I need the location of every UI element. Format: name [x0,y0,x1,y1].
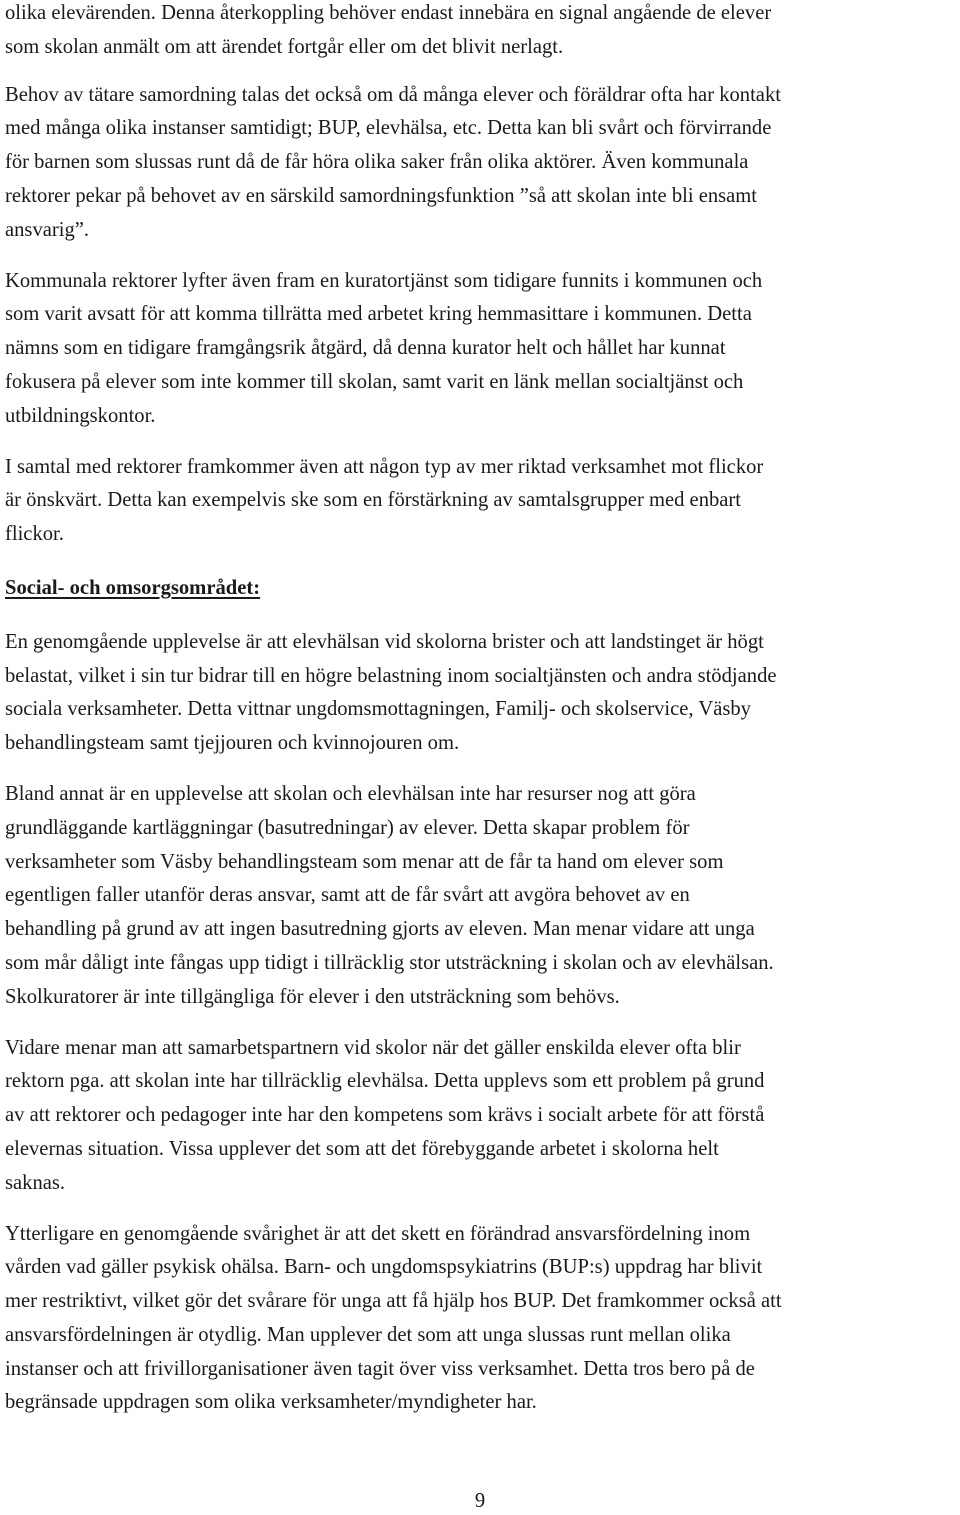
paragraph-ansvarsfordelning [5,1218,960,1421]
paragraph-basutredningar [5,778,960,1015]
text-line: som varit avsatt för att komma tillrätta med arbetet kring hemmasittare i kommunen. Detta [5,303,752,326]
text-line: egentligen faller utanför deras ansvar, samt att de får svårt att avgöra behovet av en [5,884,690,907]
paragraph-flickor [5,451,960,552]
text-line: för barnen som slussas runt då de får höra olika saker från olika aktörer. Även kommunala [5,151,749,174]
page-number: 9 [474,1490,486,1512]
paragraph-samarbetspartner [5,1032,960,1201]
text-line: av att rektorer och pedagoger inte har den kompetens som krävs i socialt arbete för att förstå [5,1104,765,1127]
text-line: Bland annat är en upplevelse att skolan och elevhälsan inte har resurser nog att göra [5,782,696,805]
paragraph-kuratortjanst [5,265,960,434]
text-line: ansvarsfördelningen är otydlig. Man upplever det som att unga slussas runt mellan olika [5,1323,731,1346]
text-line: grundläggande kartläggningar (basutredningar) av elever. Detta skapar problem för [5,816,690,839]
text-line: rektorn pga. att skolan inte har tillräcklig elevhälsa. Detta upplevs som ett problem på grund [5,1070,765,1093]
text-line: verksamheter som Väsby behandlingsteam som menar att de får ta hand om elever som [5,850,724,873]
text-line: ansvarig”. [5,218,90,241]
text-line: Skolkuratorer är inte tillgängliga för elever i den utsträckning som behövs. [5,985,620,1008]
text-line: flickor. [5,523,64,546]
text-line: nämns som en tidigare framgångsrik åtgärd, då denna kurator helt och hållet har kunnat [5,337,726,360]
section-heading-social-omsorg: Social- och omsorgsområdet: [5,576,261,599]
paragraph-samordning [5,79,960,248]
paragraph-elevhalsan [5,626,960,761]
text-line: olika elevärenden. Denna återkoppling behöver endast innebära en signal angående de elever [5,2,772,24]
text-line: Vidare menar man att samarbetspartnern vid skolor när det gäller enskilda elever ofta blir [5,1036,741,1059]
text-line: rektorer pekar på behovet av en särskild samordningsfunktion ”så att skolan inte bli ensamt [5,184,758,207]
text-line: mer restriktivt, vilket gör det svårare för unga att få hjälp hos BUP. Det framkommer också att [5,1290,782,1313]
text-line: saknas. [5,1171,66,1194]
text-line: med många olika instanser samtidigt; BUP, elevhälsa, etc. Detta kan bli svårt och förvirrande [5,117,772,140]
text-line: En genomgående upplevelse är att elevhälsan vid skolorna brister och att landstinget är högt [5,630,764,653]
text-line: behandlingsteam samt tjejjouren och kvinnojouren om. [5,732,460,755]
text-line: behandling på grund av att ingen basutredning gjorts av eleven. Man menar vidare att unga [5,918,755,941]
text-line: Behov av tätare samordning talas det också om då många elever och föräldrar ofta har kontakt [5,83,781,106]
text-line: begränsade uppdragen som olika verksamheter/myndigheter har. [5,1391,537,1414]
text-line: belastat, vilket i sin tur bidrar till en högre belastning inom socialtjänsten och andra stödjande [5,664,777,687]
text-line: instanser och att frivillorganisationer även tagit över viss verksamhet. Detta tros bero på de [5,1357,755,1380]
text-line: fokusera på elever som inte kommer till skolan, samt varit en länk mellan socialtjänst och [5,370,744,393]
text-line: elevernas situation. Vissa upplever det som att det förebyggande arbetet i skolorna helt [5,1137,719,1160]
text-line: Kommunala rektorer lyfter även fram en kuratortjänst som tidigare funnits i kommunen och [5,269,763,292]
text-line: är önskvärt. Detta kan exempelvis ske som en förstärkning av samtalsgrupper med enbart [5,489,742,512]
text-line: som mår dåligt inte fångas upp tidigt i tillräcklig stor utsträckning i skolan och av elevhälsan. [5,951,774,974]
text-line: vården vad gäller psykisk ohälsa. Barn- och ungdomspsykiatrins (BUP:s) uppdrag har blivit [5,1256,763,1279]
text-line: utbildningskontor. [5,404,156,427]
text-line: som skolan anmält om att ärendet fortgår eller om det blivit nerlagt. [5,35,564,58]
document-page [5,0,960,1420]
text-line: sociala verksamheter. Detta vittnar ungdomsmottagningen, Familj- och skolservice, Väsby [5,698,751,721]
paragraph-elevarenden [5,0,960,65]
text-line: I samtal med rektorer framkommer även att någon typ av mer riktad verksamhet mot flickor [5,455,764,478]
text-line: Ytterligare en genomgående svårighet är att det skett en förändrad ansvarsfördelning inom [5,1222,751,1245]
